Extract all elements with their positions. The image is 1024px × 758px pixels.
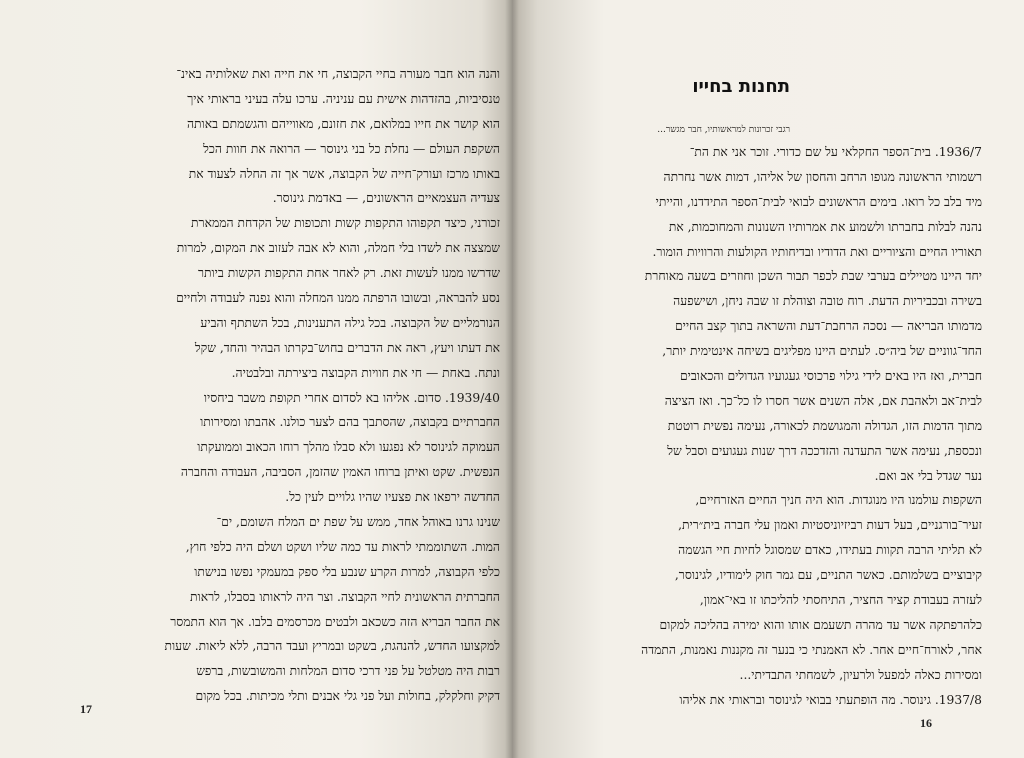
text-line: חברית, ואז היו באים לידי גילוי פרכוסי געגועיו הגדולים והכאובים <box>679 369 982 384</box>
text-line: למקצועו החדש, להנהגת, בשקט ובמריץ ועבד הרבה, ללא ליאות. שעות <box>164 639 500 654</box>
text-line: תאוריו החיים והציוריים ואת הדודיו ובדיחותיו הקולעות והרוויות הומור. <box>652 244 982 259</box>
text-line: רבות היה מטלטל על פני דרכי סדום המלחות והמשובשות, ברפש <box>196 664 500 679</box>
text-line: החדשה ירפאו את פצעיו שהיו גלויים לעין כל. <box>285 490 500 505</box>
text-line: המות. השתוממתי לראות עד כמה שליו ושקט ושלם היה כלפי חוץ, <box>185 539 500 554</box>
text-line: הנורמליים של הקבוצה. בכל גילה התענינות, בכל השתתף והביע <box>200 315 500 330</box>
chapter-title: תחנות בחייו <box>692 76 790 97</box>
book-gutter <box>505 0 519 758</box>
text-line: כלפי הקבוצה, למרות הקרע שנבע בלי ספק במעמקי נפשו בנישתו <box>194 564 500 579</box>
text-line: כלהרפתקה אשר עד מהרה תשעמם אותו והוא ימירה בהליכה למקום <box>659 617 982 632</box>
text-line: באותו מרכז ועורק־חייה של הקבוצה, אשר אך זה החלה לצעוד את <box>188 166 500 181</box>
text-line: נהנה לבלות בחברתו ולשמוע את אמרותיו השנונות והמחוכמות, את <box>668 219 982 234</box>
text-line: שנינו גרנו באוהל אחד, ממש על שפת ים המלח השומם, ים־ <box>216 515 500 530</box>
text-line: זעיר־בורגניים, בעל דעות רביזיוניסטיות ואמון עלי חברה בית״רית, <box>678 518 982 533</box>
text-line: טנסיביות, בהזדהות אישית עם עניניה. ערכו עלה בעיני בראותי איך <box>187 91 500 106</box>
text-line: 1936/7. בית־הספר החקלאי על שם כדורי. זוכר אני את הת־ <box>689 145 982 159</box>
right-page-text <box>550 140 982 712</box>
text-line: ונכספת, נעימה אשר התעדנה והזדככה דרך שנות געגועים וסבל של <box>667 443 982 458</box>
text-line: אחר, לאורח־חיים אחר. לא האמנתי כי בנער זה מקננות נאמנות, התמדה <box>641 642 982 657</box>
text-line: החברתיים בקבוצה, שהסתבך בהם לצער כולנו. אהבתו ומסירותו <box>200 415 500 430</box>
text-line: רשמותי הראשונה מגופו הרחב והחסון של אליהו, דמות אשר נחרתה <box>663 169 982 184</box>
text-line: השקפת העולם — נחלת כל בני גינוסר — הרואה את חוות הכל <box>203 141 500 156</box>
text-line: לא תליתי הרבה תקוות בעתידו, כאדם שמסוגל לחיות חיי הגשמה <box>678 543 982 558</box>
page-number-right: 16 <box>920 716 932 730</box>
text-line: העמוקה לגינוסר לא נפגעו ולא סבלו מהלך רוחו הכאוב וממועקתו <box>197 440 500 455</box>
text-line: השקפות עולמנו היו מנוגדות. הוא היה חניך החיים האזרחיים, <box>695 493 982 508</box>
text-line: הוא קושר את חייו במלואם, את חזונם, מאווייהם והגשמתם באותה <box>186 116 500 131</box>
right-page <box>512 0 1024 758</box>
text-line: לעזרה בעבודת קציר החציר, התיחסתי להליכתו זו באי־אמון, <box>699 593 982 608</box>
text-line: נסע להבראה, ובשובו הרפתה ממנו המחלה והוא נפנה לעבודה ולחיים <box>176 291 500 306</box>
left-page-text <box>78 62 500 709</box>
text-line: מתוך הדמות הזו, הגדולה והמגושמת לכאורה, נעימה נפשית רוטטת <box>667 418 982 433</box>
text-line: לבית־אב ולאהבת אם, אלה השנים אשר חסרו לו כל־כך. ואז הציצה <box>664 393 982 408</box>
page-number-left: 17 <box>80 702 92 716</box>
text-line: החברתית הראשונית לחיי הקבוצה. וצר היה לראותו בסבלו, לראות <box>190 589 500 604</box>
text-line: החד־גווניים של ביה״ס. לעתים היינו מפליגים בשיחה אינטימית יותר, <box>662 344 982 359</box>
text-line: את החבר הבריא הזה כשכאב ולבטים מכרסמים בלבו. אך הוא התמסר <box>170 614 500 629</box>
text-line: הנפשית. שקט ואיתן ברוחו האמין שהזמן, הסביבה, העבודה והחברה <box>180 465 500 480</box>
text-line: מדמותו הבריאה — נסכה הרחבת־דעת והשראה בתוך קצב החיים <box>675 319 982 334</box>
text-line: דקיק וחלקלק, בחולות ועל פני גלי אבנים ותלי מכיתות. בכל מקום <box>195 689 500 704</box>
text-line: ומסירות כאלה למפעל ולרעיון, לשמחתי התבדיתי... <box>739 667 982 682</box>
text-line: יחד היינו מטיילים בערבי שבת לכפר תבור השכן וחוזרים בשעה מאוחרת <box>644 269 982 284</box>
text-line: צעדיה העצמאיים הראשונים, — באדמת גינוסר. <box>272 191 500 206</box>
text-line: שמצצה את לשדו בלי חמלה, והוא לא אבה לעזוב את המקום, למרות <box>176 241 500 256</box>
text-line: זכורני, כיצד תקפוהו התקפות קשות ותכופות של הקדחת הממארת <box>191 216 500 231</box>
text-line: את דעתו ויעץ, ראה את הדברים בחוש־בקרתו הבהיר והחד, שקל <box>194 340 500 355</box>
chapter-byline: רגבי זכרונות למראשותיו, חבר מגשר... <box>657 125 790 135</box>
text-line: בשירה ובכביריות הדעת. רוח טובה וצוהלת זו שבה ניחן, ושישפעה <box>673 294 982 309</box>
text-line: שדרשו ממנו לעשות זאת. רק לאחר אחת התקפות הקשות ביותר <box>197 266 500 281</box>
text-line: קיבוציים בשלמותם. כאשר התניים, עם גמר חוק לימודיו, לגינוסר, <box>674 568 982 583</box>
text-line: מיד בלב כל רואו. בימים הראשונים לבואי לבית־הספר התידדנו, והייתי <box>655 194 982 209</box>
text-line: 1937/8. גינוסר. מה הופתעתי בבואי לגינוסר ובראותי את אליהו <box>679 692 982 707</box>
text-line: והנה הוא חבר מעורה בחיי הקבוצה, חי את חייה ואת שאלותיה באינ־ <box>176 67 500 81</box>
text-line: 1939/40. סדום. אליהו בא לסדום אחרי תקופת משבר ביחסיו <box>203 390 500 405</box>
text-line: נער שגדל בלי אב ואם. <box>874 468 982 483</box>
text-line: ונתח. באחת — חי את חוויות הקבוצה ביצירתה ובלבטיה. <box>231 365 500 380</box>
